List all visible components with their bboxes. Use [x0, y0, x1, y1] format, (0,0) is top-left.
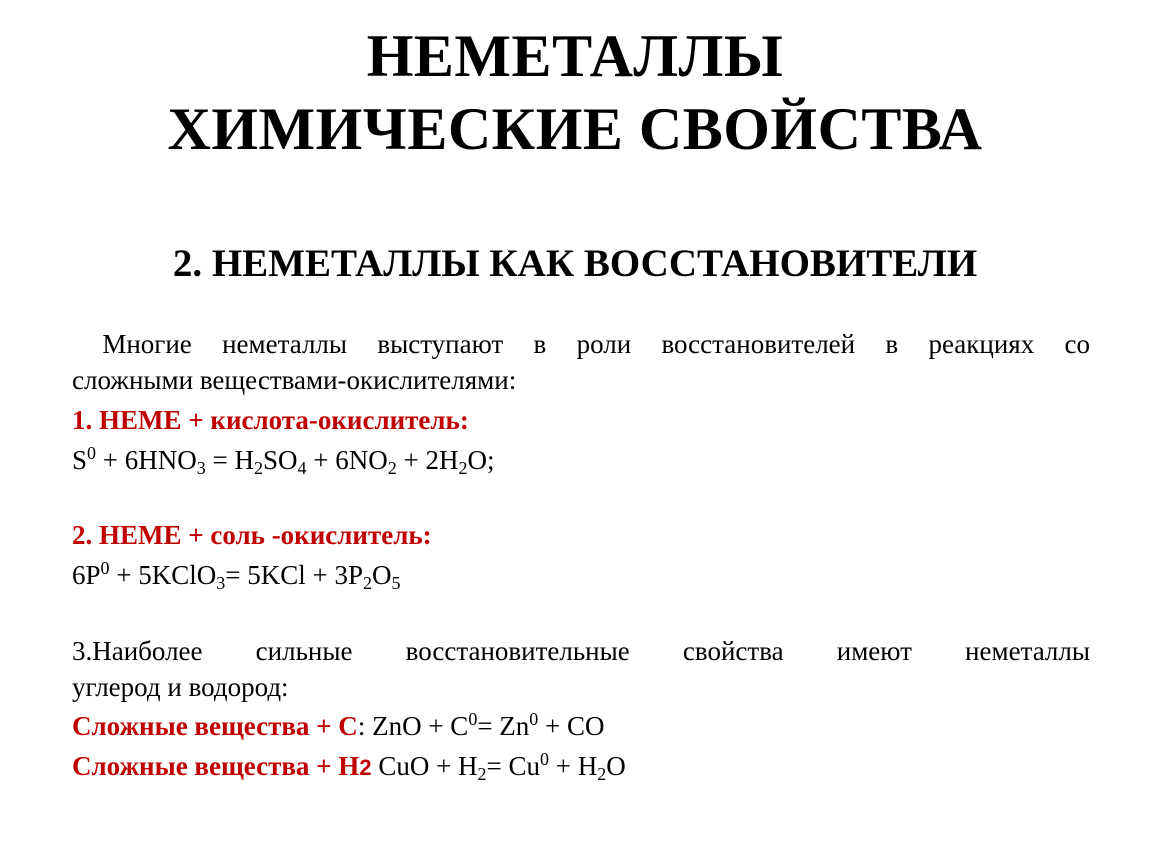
- case1-heading: 1. НЕМЕ + кислота-окислитель:: [72, 405, 469, 435]
- intro-line-1: Многие неметаллы выступают в роли восстановителей в реакциях со: [102, 329, 1091, 359]
- hydrogen-equation: Сложные вещества + Н2 CuO + $H_2= Cu^0 + H_2O$: [72, 749, 626, 784]
- carbon-label: Сложные вещества + С: [72, 711, 358, 741]
- title-line-2: ХИМИЧЕСКИЕ СВОЙСТВА: [167, 96, 983, 162]
- hydrogen-label: Сложные вещества + Н: [72, 751, 360, 781]
- section-heading: 2. НЕМЕТАЛЛЫ КАК ВОССТАНОВИТЕЛИ: [172, 242, 978, 285]
- case1-equation: $S^0 + 6HNO_3 = H_2SO_4 + 6NO_2 + 2H_2O$;: [72, 443, 495, 478]
- case2-equation: $6P^0$ + 5KClO$_3$= $5KCl + 3P_2O_5$: [72, 558, 401, 593]
- case3-text-line-1: 3.Наиболее сильные восстановительные свойства имеют неметаллы: [72, 636, 1090, 666]
- carbon-equation: Сложные вещества + С: ZnO + $C^0= Zn^0$ + CO: [72, 709, 605, 741]
- intro-line-2: сложными веществами-окислителями:: [72, 365, 517, 395]
- title-line-1: НЕМЕТАЛЛЫ: [366, 23, 784, 89]
- case3-text-line-2: углерод и водород:: [72, 672, 289, 702]
- case2-heading: 2. НЕМЕ + соль -окислитель:: [72, 520, 432, 550]
